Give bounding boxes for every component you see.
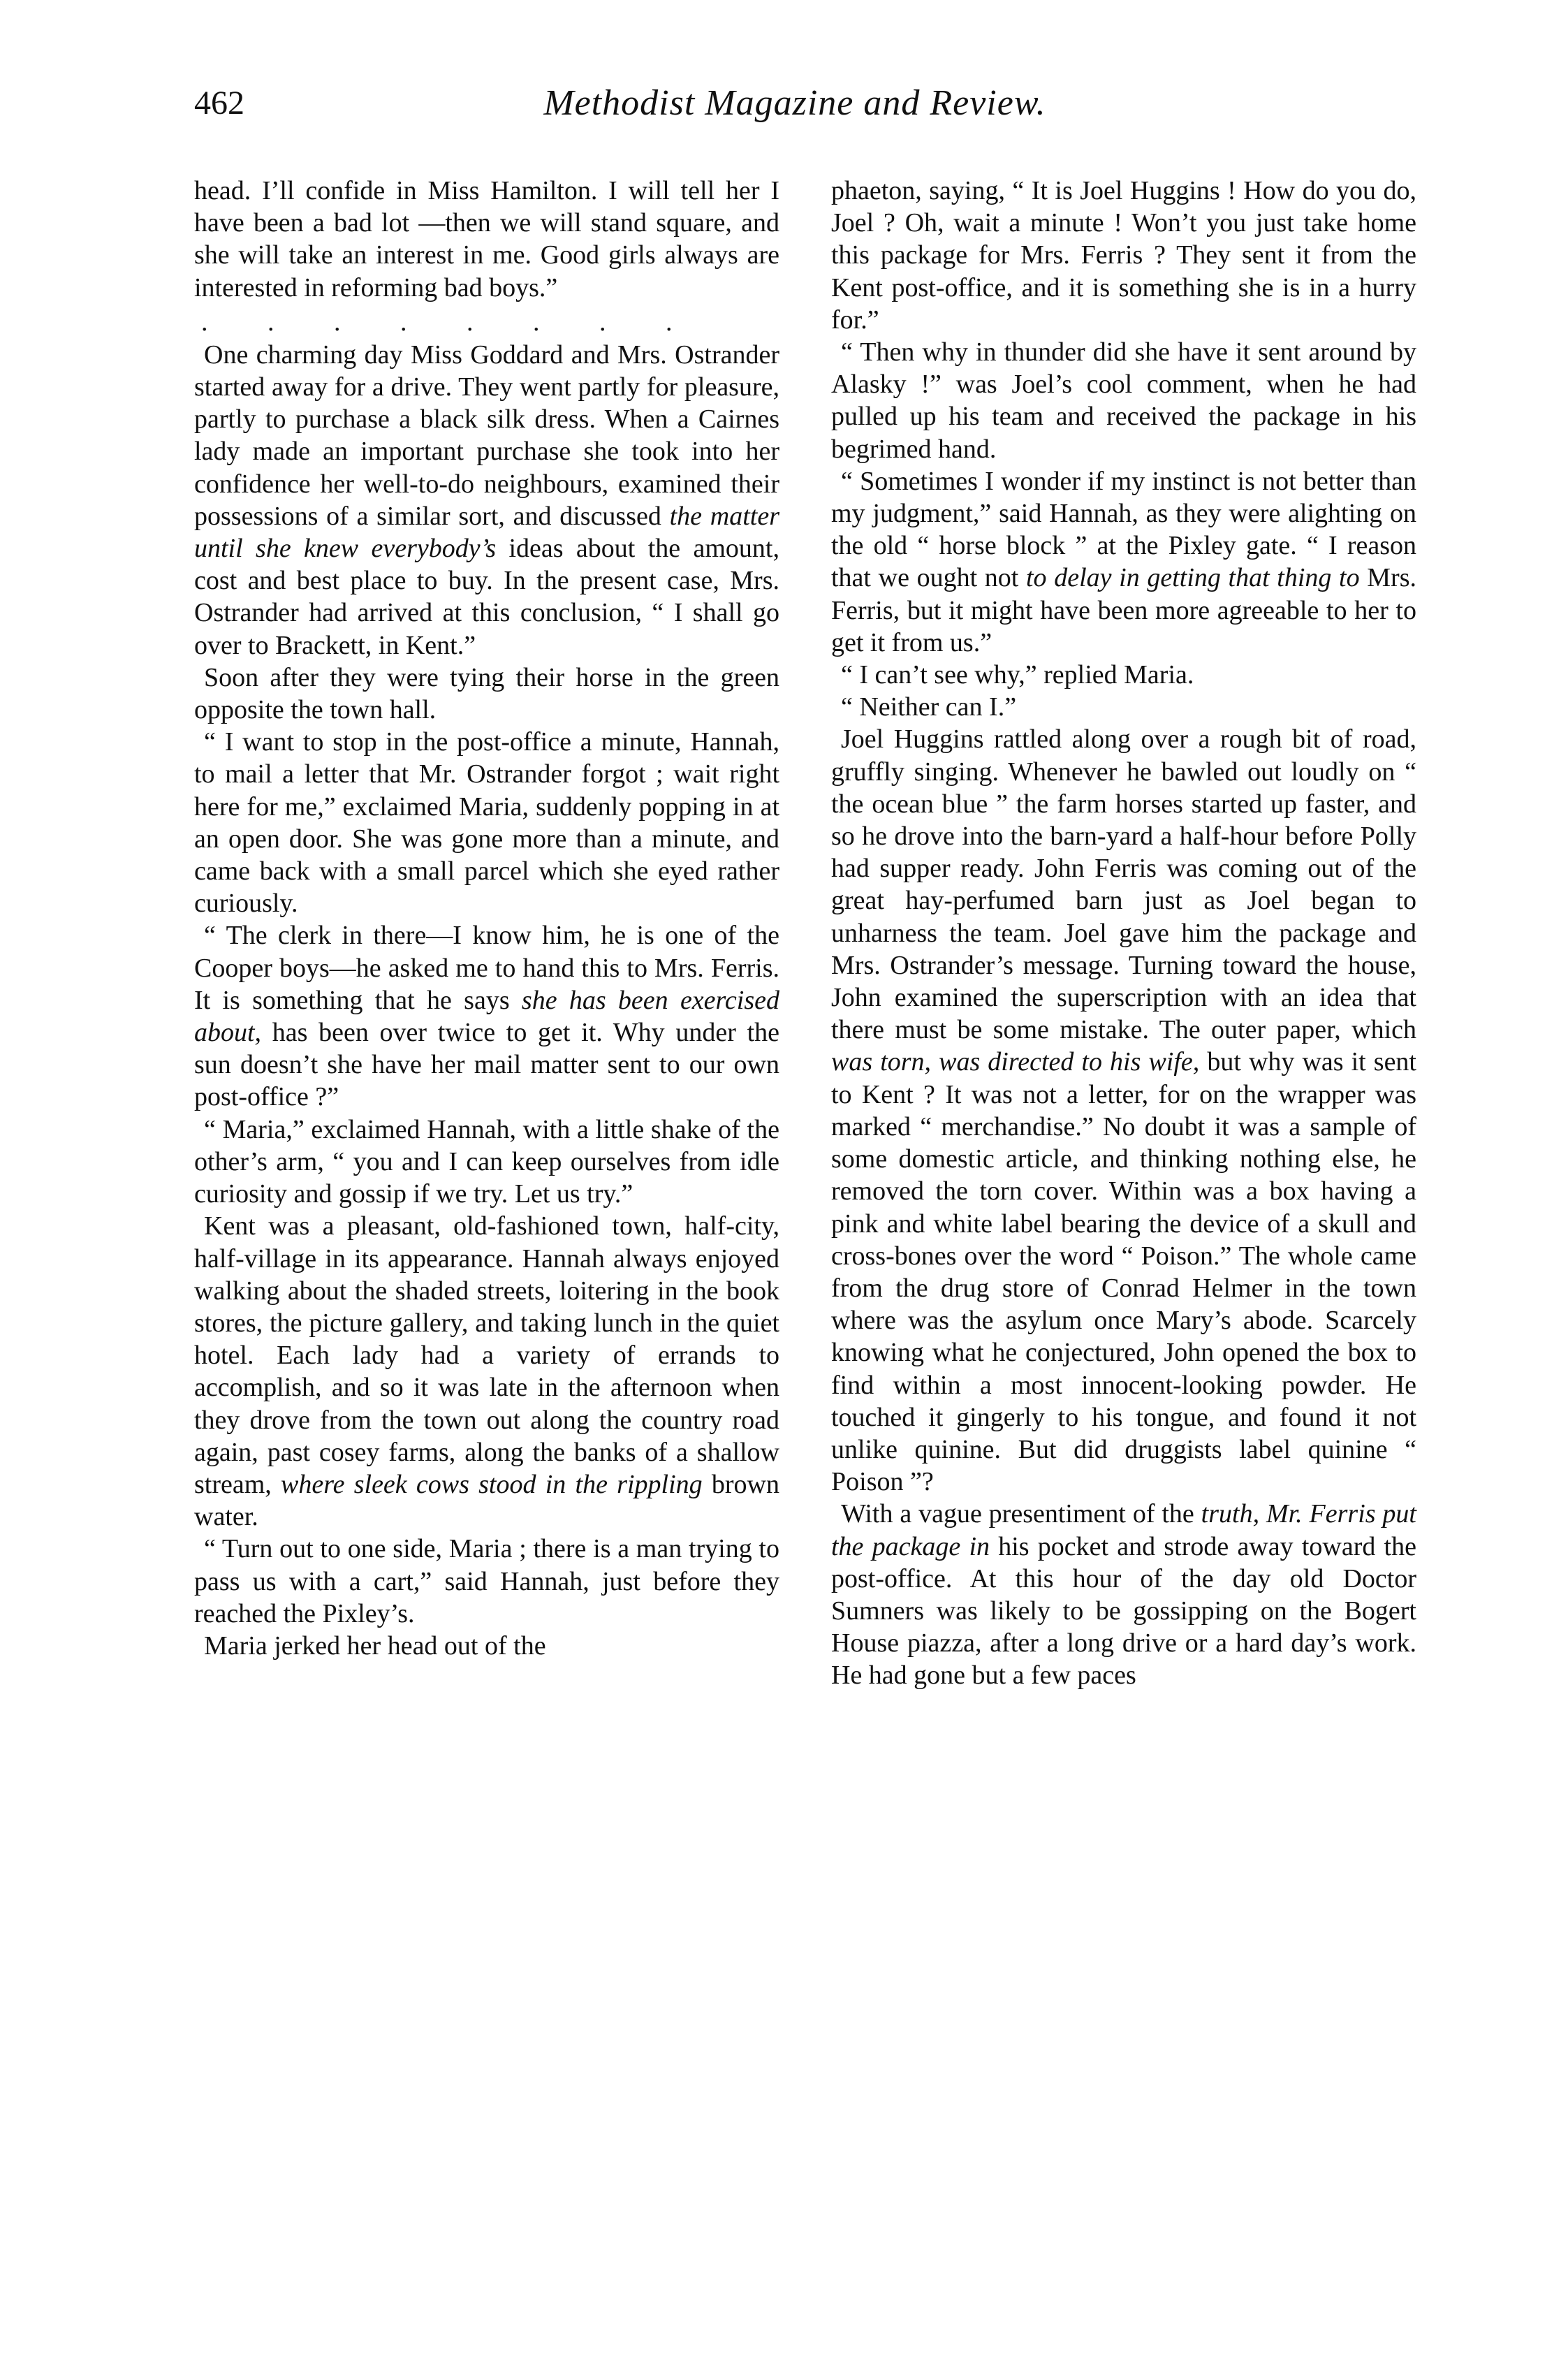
page-number: 462 [194,85,244,122]
paragraph: With a vague presentiment of the truth, Mr. Ferris put the package in his pocket and strode away toward the post-office. At this hour of the day old Doctor Sumners was likely to be gossipping on the Bogert House piazza, after a long drive or a hard day’s work. He had gone but a few paces [831,1499,1416,1691]
italic-text: was torn, was directed to his wife, [831,1047,1200,1077]
right-column [831,175,1416,1692]
paragraph: Soon after they were tying their horse in the green opposite the town hall. [194,662,779,725]
italic-text: she has been exercised about, [194,985,779,1048]
paragraph: “ Turn out to one side, Maria ; there is a man trying to pass us with a cart,” said Hannah, just before they reached the Pixley’s. [194,1534,779,1628]
paragraph: “ Sometimes I wonder if my instinct is not better than my judgment,” said Hannah, as they were alighting on the old “ horse block ” at the Pixley gate. “ I reason that we ought not to delay in getting that thing to Mrs. Ferris, but it might have been more agreeable to her to get it from us.” [831,466,1417,657]
paragraph: Maria jerked her head out of the [204,1630,546,1661]
paragraph: “ The clerk in there—I know him, he is one of the Cooper boys—he asked me to hand this to Mrs. Ferris. It is something that he says she has been exercised about, has been over twice to get it. Why under the sun doesn’t she have her mail matter sent to our own post-office ?” [194,921,779,1112]
paragraph: “ I want to stop in the post-office a minute, Hannah, to mail a letter that Mr. Ostrander forgot ; wait right here for me,” exclaimed Maria, suddenly popping in at an open door. She was gone more than a minute, and came back with a small parcel which she eyed rather curiously. [194,727,779,919]
paragraph: One charming day Miss Goddard and Mrs. Ostrander started away for a drive. They went partly for pleasure, partly to purchase a black silk dress. When a Cairnes lady made an important purchase she took into her confidence her well-to-do neighbours, examined their possessions of a similar sort, and discussed the matter until she knew everybody’s ideas about the amount, cost and best place to buy. In the present case, Mrs. Ostrander had arrived at this conclusion, “ I shall go over to Brackett, in Kent.” [194,340,779,660]
page-header [194,75,1395,138]
paragraph: Joel Huggins rattled along over a rough bit of road, gruffly singing. Whenever he bawled out loudly on “ the ocean blue ” the farm horses started up faster, and so he drove into the barn-yard a half-hour before Polly had supper ready. John Ferris was coming out of the great hay-perfumed barn just as Joel began to unharness the team. Joel gave him the package and Mrs. Ostrander’s message. Turning toward the house, John examined the superscription with an idea that there must be some mistake. The outer paper, which was torn, was directed to his wife, but why was it sent to Kent ? It was not a letter, for on the wrapper was marked “ merchandise.” No doubt it was a sample of some domestic article, and thinking nothing else, he removed the torn cover. Within was a box having a pink and white label bearing the device of a skull and cross-bones over the word “ Poison.” The whole came from the drug store of Conrad Helmer in the town where was the asylum once Mary’s abode. Scarcely knowing what he conjectured, John opened the box to find within a most innocent-looking powder. He touched it gingerly to his tongue, and found it not unlike quinine. But did druggists label quinine “ Poison ”? [831,724,1416,1497]
italic-text: the matter until she knew everybody’s [194,501,779,564]
paragraph: “ Maria,” exclaimed Hannah, with a little shake of the other’s arm, “ you and I can keep ourselves from idle curiosity and gossip if we try. Let us try.” [194,1114,779,1209]
paragraph: “ Then why in thunder did she have it sent around by Alasky !” was Joel’s cool comment, when he had pulled up his team and received the package in his begrimed hand. [831,337,1416,464]
paragraph: Kent was a pleasant, old-fashioned town, half-city, half-village in its appearance. Hannah always enjoyed walking about the shaded streets, loitering in the book stores, the picture gallery, and taking lunch in the quiet hotel. Each lady had a variety of errands to accomplish, and so it was late in the afternoon when they drove from the town out along the country road again, past cosey farms, along the banks of a shallow stream, where sleek cows stood in the rippling brown water. [194,1211,779,1532]
paragraph: phaeton, saying, “ It is Joel Huggins ! How do you do, Joel ? Oh, wait a minute ! Won’t you just take home this package for Mrs. Ferris ? They sent it from the Kent post-office, and it is something she is in a hurry for.” [831,176,1416,335]
italic-text: to delay in getting that thing to [1026,563,1360,593]
paragraph: head. I’ll confide in Miss Hamilton. I will tell her I have been a bad lot —then we will stand square, and she will take an interest in me. Good girls always are interested in reforming bad boys.” [194,176,779,302]
paragraph: “ I can’t see why,” replied Maria. [841,660,1194,690]
section-break-dots: . . . . . . . . [201,307,699,337]
running-head: Methodist Magazine and Review. [543,83,1046,123]
paragraph: “ Neither can I.” [841,692,1017,722]
italic-text: truth, Mr. Ferris put the package in [831,1499,1416,1561]
text-columns [194,175,1418,2312]
left-column [194,175,779,1662]
italic-text: where sleek cows stood in the rippling [281,1469,703,1499]
